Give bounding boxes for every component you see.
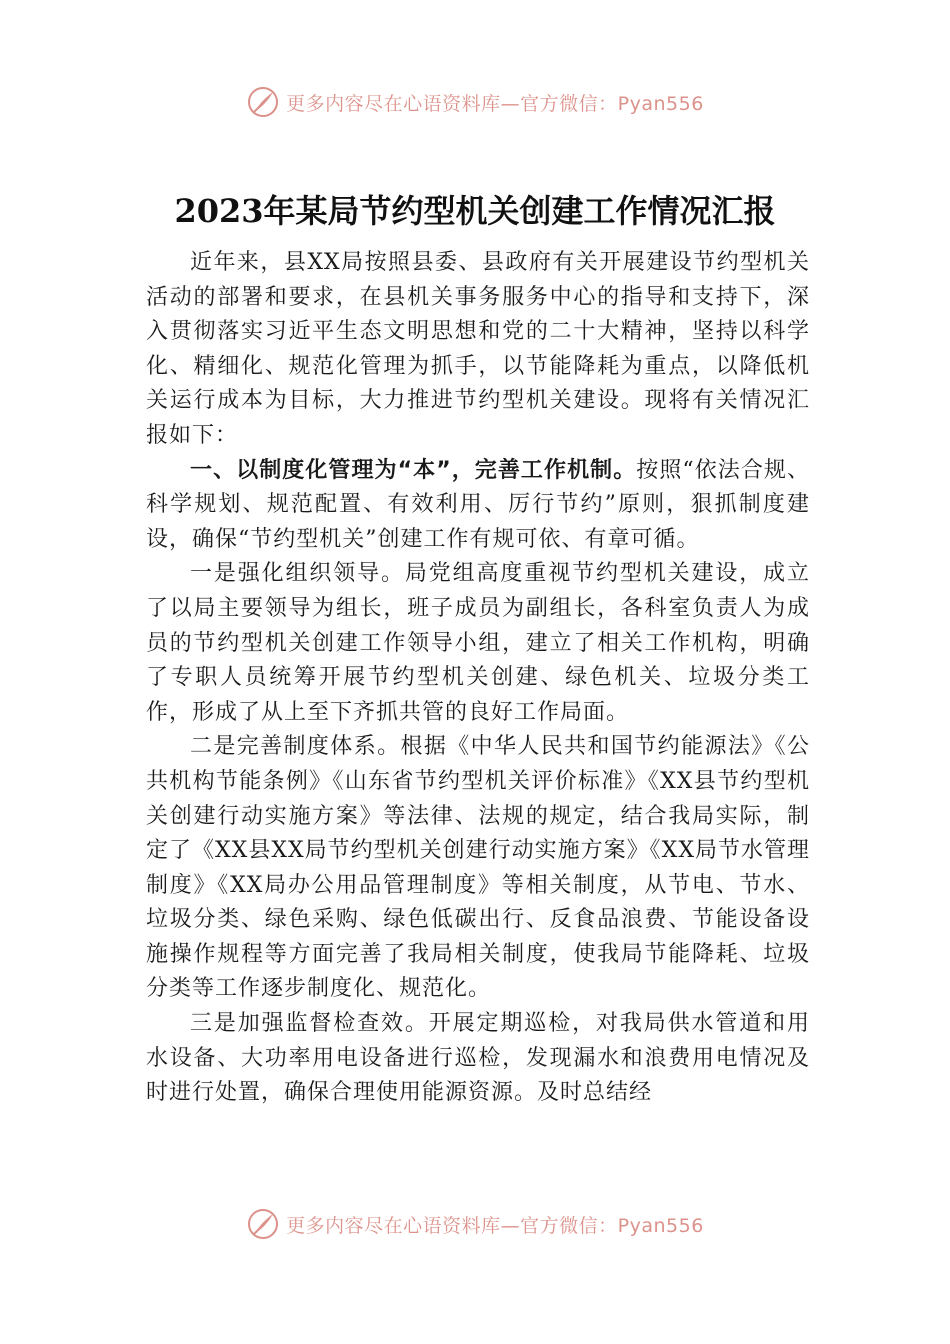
- watermark-text: 更多内容尽在心语资料库—官方微信：Pyan556: [286, 1214, 704, 1237]
- feather-pen-logo-icon: [246, 1207, 280, 1241]
- watermark-footer: [0, 1206, 950, 1242]
- paragraph-text: 按照“依法合规、科学规划、规范配置、有效利用、厉行节约”原则，狠抓制度建设，确保“节约型机关”创建工作有规可依、有章可循。: [146, 457, 811, 552]
- paragraph-section-1: [146, 454, 810, 558]
- paragraph-intro: [146, 246, 810, 454]
- document-title: 2023年某局节约型机关创建工作情况汇报: [174, 192, 776, 230]
- paragraph-text: 二是完善制度体系。根据《中华人民共和国节约能源法》《公共机构节能条例》《山东省节约型机关评价标准》《XX县节约型机关创建行动实施方案》等法律、法规的规定，结合我局实际，制定了《XX县XX局节约型机关创建行动实施方案》《XX局节水管理制度》《XX局办公用品管理制度》等相关制度，从节电、节水、垃圾分类、绿色采购、绿色低碳出行、反食品浪费、节能设备设施操作规程等方面完善了我局相关制度，使我局节能降耗、垃圾分类等工作逐步制度化、规范化。: [146, 734, 810, 1002]
- paragraph-text: 近年来，县XX局按照县委、县政府有关开展建设节约型机关活动的部署和要求，在县机关事务服务中心的指导和支持下，深入贯彻落实习近平生态文明思想和党的二十大精神，坚持以科学化、精细化、规范化管理为抓手，以节能降耗为重点，以降低机关运行成本为目标，大力推进节约型机关建设。现将有关情况汇报如下：: [146, 250, 810, 448]
- watermark-header: [0, 84, 950, 120]
- document-body: [146, 246, 810, 1111]
- paragraph-point-2: [146, 730, 810, 1007]
- paragraph-text: 一是强化组织领导。局党组高度重视节约型机关建设，成立了以局主要领导为组长，班子成员为副组长，各科室负责人为成员的节约型机关创建工作领导小组，建立了相关工作机构，明确了专职人员统筹开展节约型机关创建、绿色机关、垃圾分类工作，形成了从上至下齐抓共管的良好工作局面。: [146, 561, 810, 725]
- paragraph-text: 三是加强监督检查效。开展定期巡检，对我局供水管道和用水设备、大功率用电设备进行巡检，发现漏水和浪费用电情况及时进行处置，确保合理使用能源资源。及时总结经: [146, 1011, 810, 1106]
- paragraph-point-3: [146, 1007, 810, 1111]
- section-heading: 一、以制度化管理为“本”，完善工作机制。: [190, 457, 637, 483]
- watermark-text: 更多内容尽在心语资料库—官方微信：Pyan556: [286, 92, 704, 115]
- paragraph-point-1: [146, 557, 810, 730]
- feather-pen-logo-icon: [246, 85, 280, 119]
